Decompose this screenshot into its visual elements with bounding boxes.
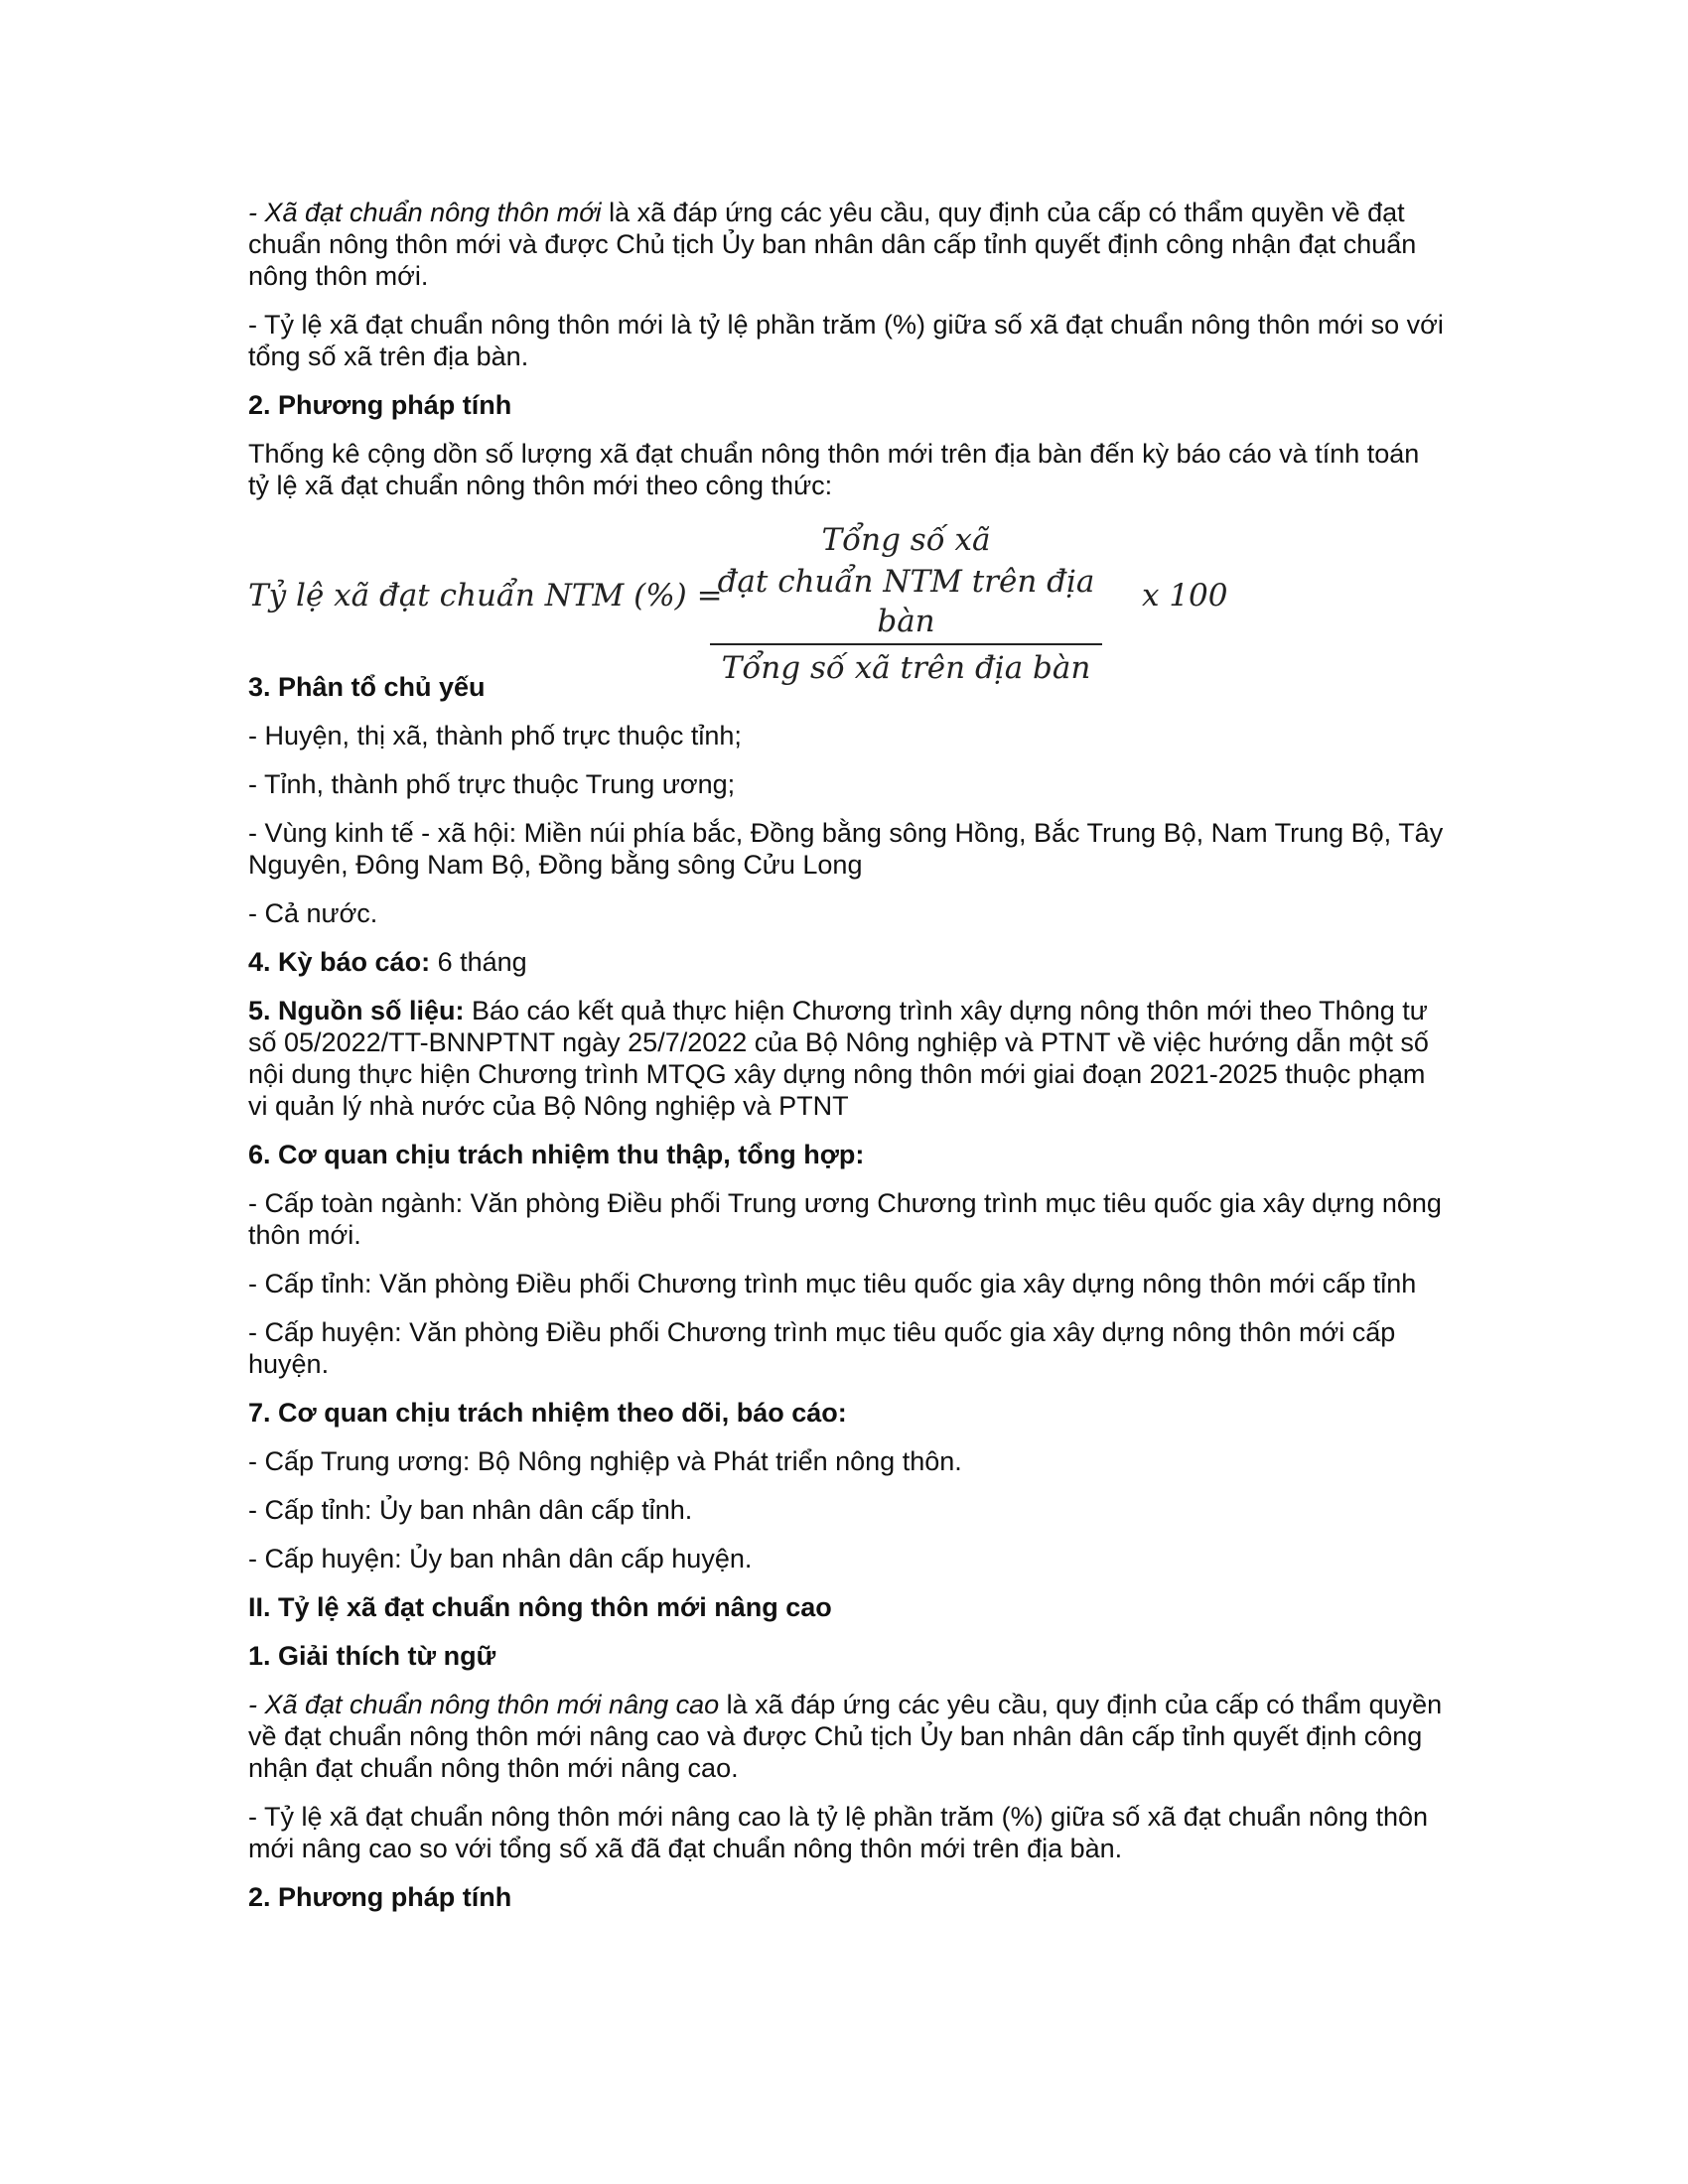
list-item: - Cấp huyện: Ủy ban nhân dân cấp huyện. [248,1544,753,1573]
period-value: 6 tháng [430,947,527,977]
formula-numerator-line2: đạt chuẩn NTM trên địa bàn [717,564,1095,639]
formula-multiplier: x 100 [1142,578,1228,614]
list-item: - Tỉnh, thành phố trực thuộc Trung ương; [248,769,736,799]
method-paragraph: Thống kê cộng dồn số lượng xã đạt chuẩn nông thôn mới trên địa bàn đến kỳ báo cáo và tính toán tỷ lệ xã đạt chuẩn nông thôn mới theo công thức: [248,439,1420,500]
period-label: 4. Kỳ báo cáo: [248,947,431,977]
formula-fraction [710,518,1102,689]
section-heading: 7. Cơ quan chịu trách nhiệm theo dõi, báo cáo: [248,1398,847,1428]
list-item: - Huyện, thị xã, thành phố trực thuộc tỉnh; [248,721,742,751]
defined-term: - Xã đạt chuẩn nông thôn mới [248,198,602,227]
chapter-heading: II. Tỷ lệ xã đạt chuẩn nông thôn mới nâng cao [248,1592,832,1622]
section-heading: 3. Phân tổ chủ yếu [248,672,486,702]
formula-numerator-line1: Tổng số xã [821,522,991,558]
list-item: - Cấp toàn ngành: Văn phòng Điều phối Trung ương Chương trình mục tiêu quốc gia xây dựng nông thôn mới. [248,1188,1442,1250]
definition-paragraph [248,197,1445,292]
list-item: - Cấp tỉnh: Ủy ban nhân dân cấp tỉnh. [248,1495,693,1525]
source-label: 5. Nguồn số liệu: [248,996,465,1025]
list-item: - Cấp huyện: Văn phòng Điều phối Chương trình mục tiêu quốc gia xây dựng nông thôn mới cấp huyện. [248,1317,1396,1379]
source-paragraph [248,995,1445,1122]
list-item: - Cấp tỉnh: Văn phòng Điều phối Chương trình mục tiêu quốc gia xây dựng nông thôn mới cấp tỉnh [248,1269,1417,1298]
definition-paragraph: - Tỷ lệ xã đạt chuẩn nông thôn mới nâng cao là tỷ lệ phần trăm (%) giữa số xã đạt chuẩn nông thôn mới nâng cao so với tổng số xã đã đạt chuẩn nông thôn mới trên địa bàn. [248,1802,1428,1863]
definition-text: là xã đáp ứng các yêu cầu, quy định của cấp có thẩm quyền về đạt chuẩn nông thôn mới và được Chủ tịch Ủy ban nhân dân cấp tỉnh quyết định công nhận đạt chuẩn nông thôn mới. [248,198,1417,291]
definition-paragraph [248,1689,1445,1784]
formula-lhs: Tỷ lệ xã đạt chuẩn NTM (%) = [248,578,723,614]
formula-denominator: Tổng số xã trên địa bàn [721,650,1091,686]
list-item: - Cấp Trung ương: Bộ Nông nghiệp và Phát triển nông thôn. [248,1446,962,1476]
section-heading: 1. Giải thích từ ngữ [248,1641,496,1671]
definition-text: là xã đáp ứng các yêu cầu, quy định của cấp có thẩm quyền về đạt chuẩn nông thôn mới nâng cao và được Chủ tịch Ủy ban nhân dân cấp tỉnh quyết định công nhận đạt chuẩn nông thôn mới nâng cao. [248,1690,1443,1783]
list-item: - Vùng kinh tế - xã hội: Miền núi phía bắc, Đồng bằng sông Hồng, Bắc Trung Bộ, Nam Trung Bộ, Tây Nguyên, Đông Nam Bộ, Đồng bằng sông Cửu Long [248,818,1444,880]
fraction-bar [710,643,1102,645]
section-heading: 6. Cơ quan chịu trách nhiệm thu thập, tổng hợp: [248,1140,865,1169]
section-heading: 2. Phương pháp tính [248,1882,512,1912]
period-paragraph [248,946,1445,978]
source-value: Báo cáo kết quả thực hiện Chương trình xây dựng nông thôn mới theo Thông tư số 05/2022/TT-BNNPTNT ngày 25/7/2022 của Bộ Nông nghiệp và PTNT về việc hướng dẫn một số nội dung thực hiện Chương trình MTQG xây dựng nông thôn mới giai đoạn 2021-2025 thuộc phạm vi quản lý nhà nước của Bộ Nông nghiệp và PTNT [248,996,1429,1121]
list-item: - Cả nước. [248,898,378,928]
document-page [248,197,1445,1930]
formula [248,518,1445,686]
defined-term: - Xã đạt chuẩn nông thôn mới nâng cao [248,1690,720,1719]
definition-paragraph: - Tỷ lệ xã đạt chuẩn nông thôn mới là tỷ lệ phần trăm (%) giữa số xã đạt chuẩn nông thôn mới so với tổng số xã trên địa bàn. [248,310,1444,371]
section-heading: 2. Phương pháp tính [248,390,512,420]
